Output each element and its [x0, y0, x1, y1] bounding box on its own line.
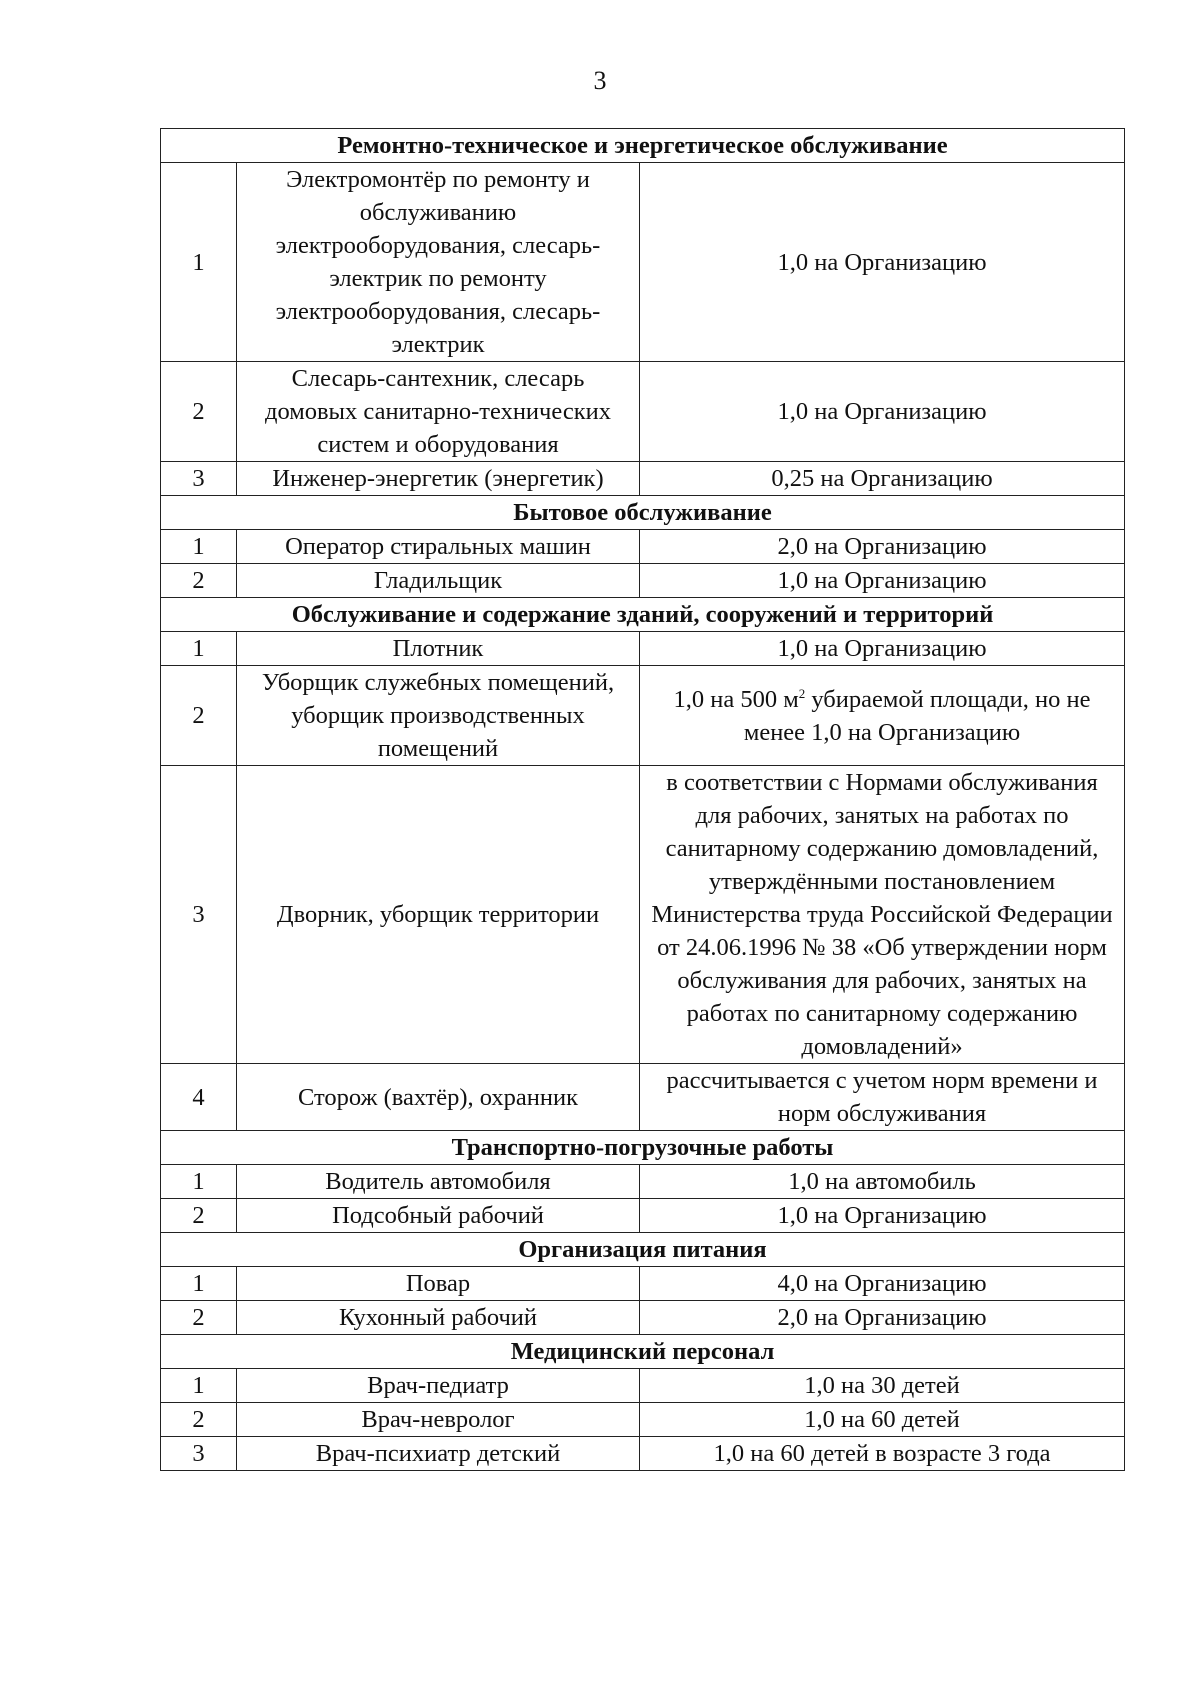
staffing-norm: 1,0 на 60 детей в возрасте 3 года: [640, 1437, 1125, 1471]
table-row: [161, 1165, 1125, 1199]
row-number: 1: [161, 632, 237, 666]
section-header-row: [161, 1335, 1125, 1369]
position-name: Врач-педиатр: [237, 1369, 640, 1403]
position-name: Плотник: [237, 632, 640, 666]
position-name: Электромонтёр по ремонту и обслуживанию электрооборудования, слесарь-электрик по ремонту электрооборудования, слесарь-электрик: [237, 163, 640, 362]
position-name: Кухонный рабочий: [237, 1301, 640, 1335]
section-title: Обслуживание и содержание зданий, сооружений и территорий: [161, 598, 1125, 632]
table-row: [161, 1403, 1125, 1437]
row-number: 3: [161, 766, 237, 1064]
page-number: 3: [593, 66, 607, 95]
row-number: 1: [161, 1267, 237, 1301]
staffing-norm: 1,0 на Организацию: [640, 632, 1125, 666]
section-title: Организация питания: [161, 1233, 1125, 1267]
section-title: Транспортно-погрузочные работы: [161, 1131, 1125, 1165]
staffing-norm: 1,0 на Организацию: [640, 163, 1125, 362]
row-number: 2: [161, 1403, 237, 1437]
position-name: Уборщик служебных помещений, уборщик производственных помещений: [237, 666, 640, 766]
section-header-row: [161, 129, 1125, 163]
table-row: [161, 766, 1125, 1064]
row-number: 2: [161, 564, 237, 598]
staffing-norm: [640, 666, 1125, 766]
table-row: [161, 462, 1125, 496]
position-name: Гладильщик: [237, 564, 640, 598]
row-number: 2: [161, 666, 237, 766]
staffing-norm: рассчитывается с учетом норм времени и норм обслуживания: [640, 1064, 1125, 1131]
unit-exponent: 2: [798, 685, 806, 701]
staffing-norm: 4,0 на Организацию: [640, 1267, 1125, 1301]
position-name: Сторож (вахтёр), охранник: [237, 1064, 640, 1131]
staffing-norm: 1,0 на Организацию: [640, 564, 1125, 598]
table-row: [161, 564, 1125, 598]
row-number: 1: [161, 530, 237, 564]
staffing-norm: 1,0 на 30 детей: [640, 1369, 1125, 1403]
table-row: [161, 530, 1125, 564]
row-number: 4: [161, 1064, 237, 1131]
table-row: [161, 632, 1125, 666]
position-name: Дворник, уборщик территории: [237, 766, 640, 1064]
staffing-norm: 2,0 на Организацию: [640, 530, 1125, 564]
staffing-norm: 1,0 на автомобиль: [640, 1165, 1125, 1199]
staffing-norm: в соответствии с Нормами обслуживания для рабочих, занятых на работах по санитарному содержанию домовладений, утверждёнными постановлением Министерства труда Российской Федерации от 24.06.1996 № 38 «Об утверждении норм обслуживания для рабочих, занятых на работах по санитарному содержанию домовладений»: [640, 766, 1125, 1064]
table-row: [161, 1301, 1125, 1335]
table-row: [161, 1267, 1125, 1301]
table-row: [161, 1064, 1125, 1131]
section-title: Бытовое обслуживание: [161, 496, 1125, 530]
staffing-norm: 0,25 на Организацию: [640, 462, 1125, 496]
section-header-row: [161, 1233, 1125, 1267]
position-name: Врач-психиатр детский: [237, 1437, 640, 1471]
section-header-row: [161, 598, 1125, 632]
position-name: Врач-невролог: [237, 1403, 640, 1437]
row-number: 1: [161, 1165, 237, 1199]
row-number: 2: [161, 1301, 237, 1335]
position-name: Подсобный рабочий: [237, 1199, 640, 1233]
row-number: 2: [161, 1199, 237, 1233]
row-number: 2: [161, 362, 237, 462]
position-name: Водитель автомобиля: [237, 1165, 640, 1199]
table-row: [161, 163, 1125, 362]
staffing-norm: 1,0 на 60 детей: [640, 1403, 1125, 1437]
staffing-norms-table-body: [161, 129, 1125, 1471]
row-number: 1: [161, 163, 237, 362]
position-name: Оператор стиральных машин: [237, 530, 640, 564]
row-number: 1: [161, 1369, 237, 1403]
section-header-row: [161, 1131, 1125, 1165]
staffing-norm: 2,0 на Организацию: [640, 1301, 1125, 1335]
table-row: [161, 362, 1125, 462]
section-title: Медицинский персонал: [161, 1335, 1125, 1369]
table-row: [161, 1369, 1125, 1403]
staffing-norm-text-tail: убираемой площади, но не менее 1,0 на Организацию: [743, 685, 1091, 746]
section-header-row: [161, 496, 1125, 530]
row-number: 3: [161, 462, 237, 496]
position-name: Слесарь-сантехник, слесарь домовых санитарно-технических систем и оборудования: [237, 362, 640, 462]
table-row: [161, 666, 1125, 766]
staffing-norm-text: 1,0 на 500 м: [673, 685, 799, 713]
staffing-norm: 1,0 на Организацию: [640, 362, 1125, 462]
table-row: [161, 1437, 1125, 1471]
position-name: Повар: [237, 1267, 640, 1301]
staffing-norms-table: [160, 128, 1125, 1471]
staffing-norm: 1,0 на Организацию: [640, 1199, 1125, 1233]
section-title: Ремонтно-техническое и энергетическое обслуживание: [161, 129, 1125, 163]
position-name: Инженер-энергетик (энергетик): [237, 462, 640, 496]
table-row: [161, 1199, 1125, 1233]
row-number: 3: [161, 1437, 237, 1471]
